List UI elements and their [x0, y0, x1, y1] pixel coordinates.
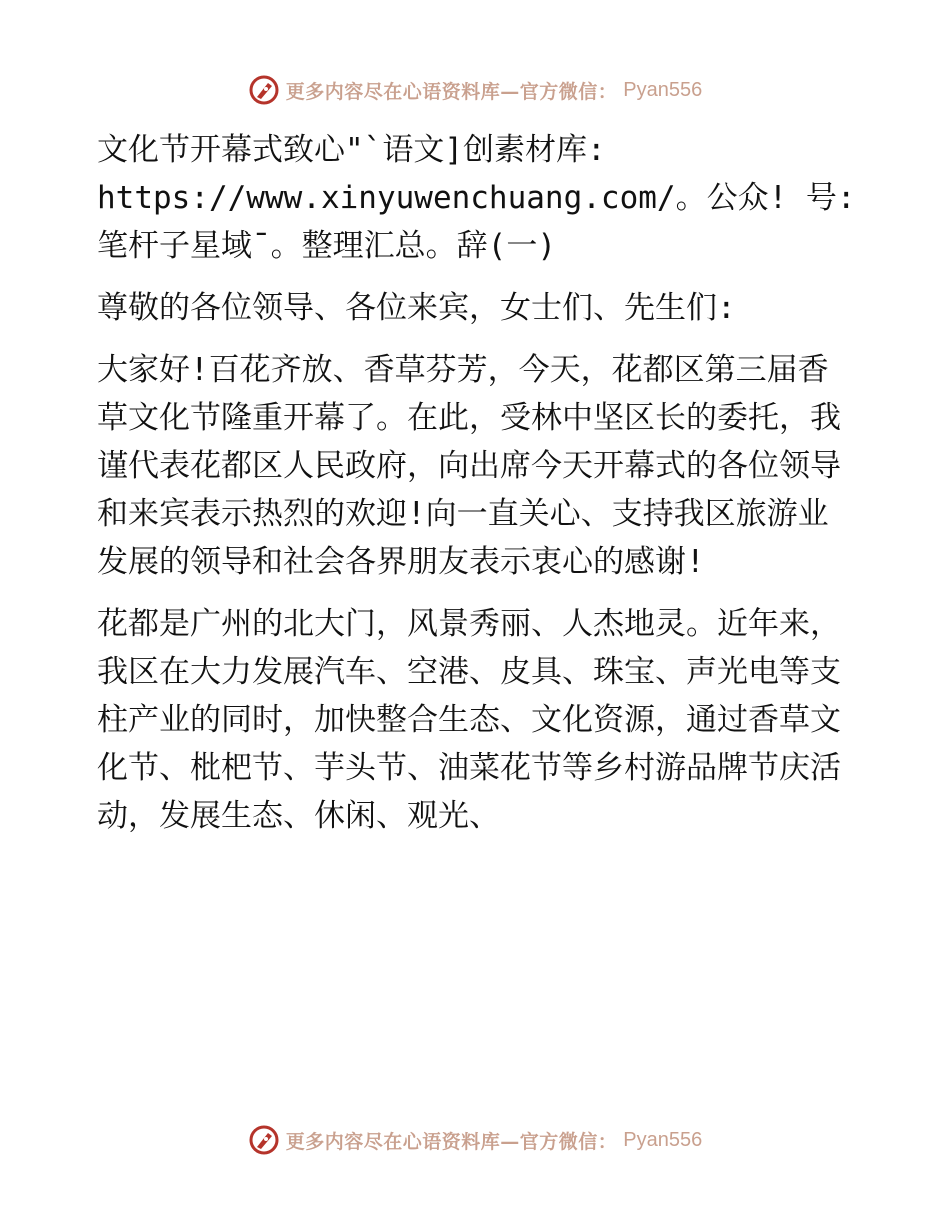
paragraph: 花都是广州的北大门，风景秀丽、人杰地灵。近年来，我区在大力发展汽车、空港、皮具、珠宝、声光电等支柱产业的同时，加快整合生态、文化资源，通过香草文化节、枇杷节、芋头节、油菜花节等乡村游品牌节庆活动，发展生态、休闲、观光、	[97, 606, 841, 834]
document-body	[97, 126, 857, 840]
wechat-id: Pyan556	[623, 1128, 703, 1151]
footer-watermark	[0, 1122, 950, 1158]
paragraph: 大家好!百花齐放、香草芬芳，今天，花都区第三届香草文化节隆重开幕了。在此，受林中坚区长的委托，我谨代表花都区人民政府，向出席今天开幕式的各位领导和来宾表示热烈的欢迎!向一直关心、支持我区旅游业发展的领导和社会各界朋友表示衷心的感谢!	[97, 352, 841, 580]
pen-nib-logo-icon	[248, 74, 280, 106]
paragraph: 文化节开幕式致心"`语文]创素材库: https://www.xinyuwenchuang.com/。公众! 号: 笔杆子星域¯。整理汇总。辞(一)	[97, 132, 856, 264]
paragraph: 尊敬的各位领导、各位来宾，女士们、先生们:	[97, 290, 736, 326]
watermark-text: 更多内容尽在心语资料库—官方微信：	[285, 80, 618, 103]
wechat-id: Pyan556	[623, 78, 703, 101]
pen-nib-logo-icon	[248, 1124, 280, 1156]
header-watermark	[0, 72, 950, 108]
watermark-text: 更多内容尽在心语资料库—官方微信：	[285, 1130, 618, 1153]
